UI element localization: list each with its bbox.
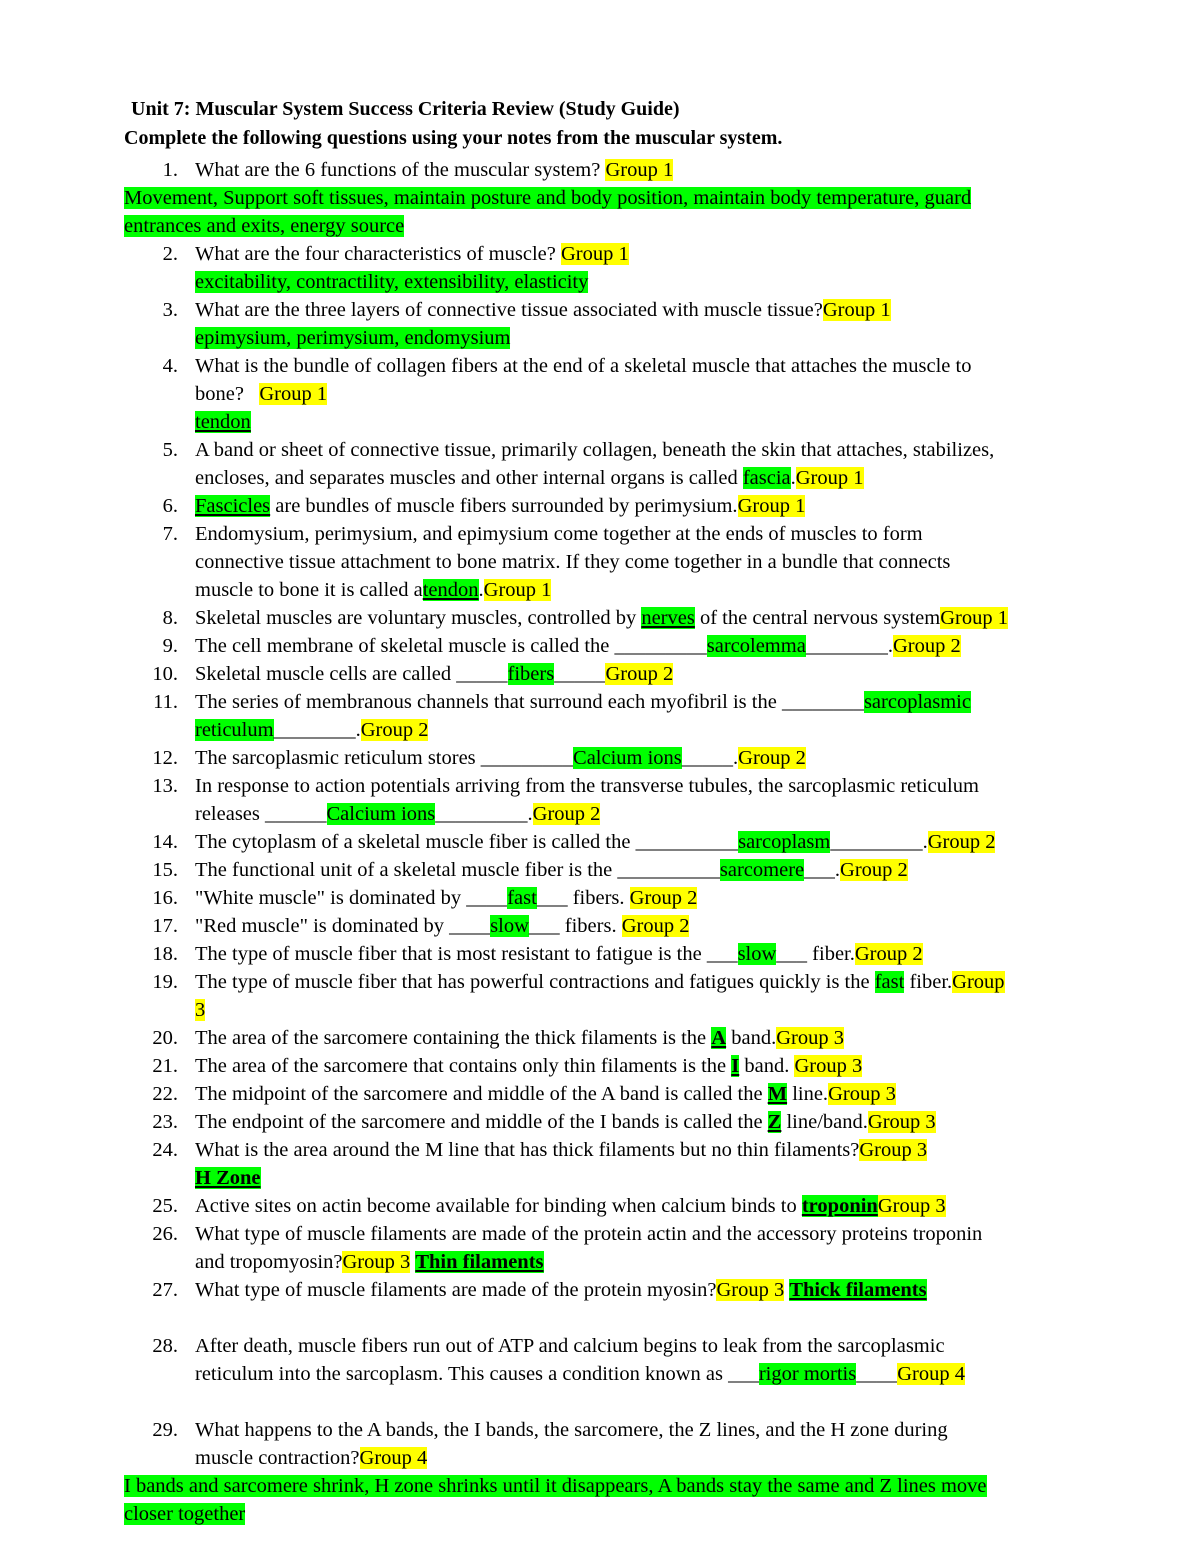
group-label: Group 2: [840, 859, 908, 881]
answer-8: nerves: [641, 607, 695, 629]
question-14: The cytoplasm of a skeletal muscle fiber is called the __________sarcoplasm_________.Group 2: [195, 831, 996, 853]
question-19-line-1: The type of muscle fiber that has powerful contractions and fatigues quickly is the fast fiber.Group: [195, 971, 1005, 993]
answer-14: sarcoplasm: [738, 831, 831, 853]
group-label: Group 1: [737, 495, 806, 517]
answer-10: fibers: [507, 663, 555, 685]
group-label: Group 1: [483, 579, 552, 601]
question-23: The endpoint of the sarcomere and middle of the I bands is called the Z line/band.Group 3: [195, 1111, 936, 1133]
question-29-line-2: muscle contraction?Group 4: [195, 1447, 428, 1469]
group-label: 3: [195, 999, 206, 1021]
answer-3: epimysium, perimysium, endomysium: [195, 327, 511, 349]
answer-12: Calcium ions: [573, 747, 682, 769]
question-number: 11.: [153, 691, 178, 713]
question-28-line-2: reticulum into the sarcoplasm. This causes a condition known as ___rigor mortis____Group 4: [195, 1363, 965, 1385]
answer-22: M: [767, 1083, 788, 1105]
question-number: 24.: [152, 1139, 178, 1161]
question-7-line-3: muscle to bone it is called atendon.Group 1: [195, 579, 552, 601]
question-12: The sarcoplasmic reticulum stores _________Calcium ions_____.Group 2: [195, 747, 806, 769]
group-label: Group 1: [560, 243, 629, 265]
question-1: What are the 6 functions of the muscular system? Group 1: [195, 159, 674, 181]
question-13-line-2: releases ______Calcium ions_________.Group 2: [195, 803, 601, 825]
group-label: Group 4: [897, 1363, 965, 1385]
page-subtitle: Complete the following questions using your notes from the muscular system.: [124, 127, 783, 149]
group-label: Group 1: [259, 383, 328, 405]
question-18: The type of muscle fiber that is most resistant to fatigue is the ___slow___ fiber.Group 2: [195, 943, 923, 965]
group-label: Group: [952, 971, 1005, 993]
group-label: Group 1: [795, 467, 864, 489]
answer-21: I: [731, 1055, 740, 1077]
question-number: 16.: [152, 887, 178, 909]
question-8: Skeletal muscles are voluntary muscles, controlled by nerves of the central nervous systemGroup 1: [195, 607, 1008, 629]
question-number: 22.: [152, 1083, 178, 1105]
group-label: Group 3: [776, 1027, 844, 1049]
group-label: Group 2: [854, 943, 923, 965]
question-9: The cell membrane of skeletal muscle is called the _________sarcolemma________.Group 2: [195, 635, 961, 657]
group-label: Group 1: [940, 607, 1008, 629]
question-19-line-2: [195, 996, 205, 1024]
answer-11: sarcoplasmic: [863, 691, 971, 713]
question-number: 7.: [162, 523, 178, 545]
question-number: 28.: [152, 1335, 178, 1357]
answer-25: troponin: [801, 1195, 878, 1217]
answer-28: rigor mortis: [758, 1363, 857, 1385]
question-16: "White muscle" is dominated by ____fast___ fibers. Group 2: [195, 887, 698, 909]
answer-26: Thin filaments: [415, 1251, 544, 1273]
question-7-line-2: connective tissue attachment to bone matrix. If they come together in a bundle that connects: [195, 551, 951, 573]
question-25: Active sites on actin become available for binding when calcium binds to troponinGroup 3: [195, 1195, 946, 1217]
answer-6: Fascicles: [195, 495, 271, 517]
question-5-line-2: encloses, and separates muscles and other internal organs is called fascia.Group 1: [195, 467, 864, 489]
page-title: Unit 7: Muscular System Success Criteria Review (Study Guide): [131, 98, 680, 120]
question-number: 1.: [162, 159, 178, 181]
question-28-line-1: After death, muscle fibers run out of ATP and calcium begins to leak from the sarcoplasmic: [195, 1335, 945, 1357]
answer-1-line-1: Movement, Support soft tissues, maintain posture and body position, maintain body temperature, guard: [124, 187, 972, 209]
question-24: What is the area around the M line that has thick filaments but no thin filaments?Group 3: [195, 1139, 928, 1161]
question-number: 17.: [152, 915, 178, 937]
answer-7: tendon: [422, 579, 479, 601]
question-number: 27.: [152, 1279, 178, 1301]
group-label: Group 2: [629, 887, 698, 909]
group-label: Group 2: [738, 747, 806, 769]
question-number: 9.: [162, 635, 178, 657]
group-label: Group 3: [877, 1195, 946, 1217]
answer-5: fascia: [742, 467, 791, 489]
answer-18: slow: [737, 943, 777, 965]
question-20: The area of the sarcomere containing the thick filaments is the A band.Group 3: [195, 1027, 844, 1049]
question-17: "Red muscle" is dominated by ____slow___ fibers. Group 2: [195, 915, 690, 937]
question-number: 4.: [162, 355, 178, 377]
question-21: The area of the sarcomere that contains only thin filaments is the I band. Group 3: [195, 1055, 863, 1077]
group-label: Group 3: [794, 1055, 863, 1077]
question-4-line-1: What is the bundle of collagen fibers at the end of a skeletal muscle that attaches the muscle to: [195, 355, 972, 377]
question-number: 26.: [152, 1223, 178, 1245]
question-29-line-1: What happens to the A bands, the I bands, the sarcomere, the Z lines, and the H zone during: [195, 1419, 948, 1441]
answer-27: Thick filaments: [789, 1279, 927, 1301]
question-number: 15.: [152, 859, 178, 881]
group-label: Group 2: [532, 803, 601, 825]
group-label: Group 2: [927, 831, 996, 853]
answer-19: fast: [874, 971, 905, 993]
answer-2: excitability, contractility, extensibility, elasticity: [195, 271, 589, 293]
question-26-line-2: and tropomyosin?Group 3 Thin filaments: [195, 1251, 544, 1273]
question-number: 21.: [152, 1055, 178, 1077]
answer-24: H Zone: [195, 1167, 261, 1189]
answer-16: fast: [507, 887, 537, 909]
answer-9: sarcolemma: [706, 635, 806, 657]
question-13-line-1: In response to action potentials arriving from the transverse tubules, the sarcoplasmic reticulum: [195, 775, 979, 797]
question-number: 6.: [162, 495, 178, 517]
question-number: 13.: [152, 775, 178, 797]
question-number: 25.: [152, 1195, 178, 1217]
question-number: 2.: [162, 243, 178, 265]
group-label: Group 3: [716, 1279, 785, 1301]
question-6: Fascicles are bundles of muscle fibers surrounded by perimysium.Group 1: [195, 495, 806, 517]
answer-4: tendon: [195, 411, 251, 433]
group-label: Group 2: [892, 635, 961, 657]
question-number: 23.: [152, 1111, 178, 1133]
group-label: Group 2: [621, 915, 690, 937]
group-label: Group 4: [359, 1447, 428, 1469]
question-number: 18.: [152, 943, 178, 965]
question-5-line-1: A band or sheet of connective tissue, primarily collagen, beneath the skin that attaches, stabilizes,: [195, 439, 995, 461]
group-label: Group 1: [822, 299, 891, 321]
group-label: Group 3: [859, 1139, 928, 1161]
group-label: Group 2: [360, 719, 429, 741]
group-label: Group 2: [605, 663, 674, 685]
answer-23: Z: [767, 1111, 782, 1133]
question-15: The functional unit of a skeletal muscle fiber is the __________sarcomere___.Group 2: [195, 859, 908, 881]
answer-13: Calcium ions: [326, 803, 436, 825]
question-26-line-1: What type of muscle filaments are made of the protein actin and the accessory proteins troponin: [195, 1223, 983, 1245]
answer-29-line-2: closer together: [124, 1503, 246, 1525]
question-3: What are the three layers of connective tissue associated with muscle tissue?Group 1: [195, 299, 891, 321]
question-number: 19.: [152, 971, 178, 993]
group-label: Group 1: [605, 159, 674, 181]
question-number: 29.: [152, 1419, 178, 1441]
question-number: 12.: [152, 747, 178, 769]
answer-15: sarcomere: [719, 859, 805, 881]
question-11-line-2: reticulum________.Group 2: [195, 719, 429, 741]
question-number: 14.: [152, 831, 178, 853]
question-number: 3.: [162, 299, 178, 321]
question-22: The midpoint of the sarcomere and middle of the A band is called the M line.Group 3: [195, 1083, 896, 1105]
question-2: What are the four characteristics of muscle? Group 1: [195, 243, 629, 265]
answer-20: A: [711, 1027, 727, 1049]
group-label: Group 3: [828, 1083, 896, 1105]
answer-29-line-1: I bands and sarcomere shrink, H zone shrinks until it disappears, A bands stay the same and Z lines move: [124, 1475, 987, 1497]
question-11-line-1: The series of membranous channels that surround each myofibril is the ________sarcoplasmic: [195, 691, 971, 713]
question-number: 5.: [162, 439, 178, 461]
group-label: Group 3: [342, 1251, 411, 1273]
question-number: 20.: [152, 1027, 178, 1049]
question-number: 8.: [162, 607, 178, 629]
answer-17: slow: [490, 915, 529, 937]
group-label: Group 3: [867, 1111, 936, 1133]
answer-1-line-2: entrances and exits, energy source: [124, 215, 405, 237]
question-number: 10.: [152, 663, 178, 685]
question-27: What type of muscle filaments are made of the protein myosin?Group 3 Thick filaments: [195, 1279, 927, 1301]
question-7-line-1: Endomysium, perimysium, and epimysium come together at the ends of muscles to form: [195, 523, 923, 545]
question-10: Skeletal muscle cells are called _____fibers_____Group 2: [195, 663, 674, 685]
question-4-line-2: bone? Group 1: [195, 383, 328, 405]
